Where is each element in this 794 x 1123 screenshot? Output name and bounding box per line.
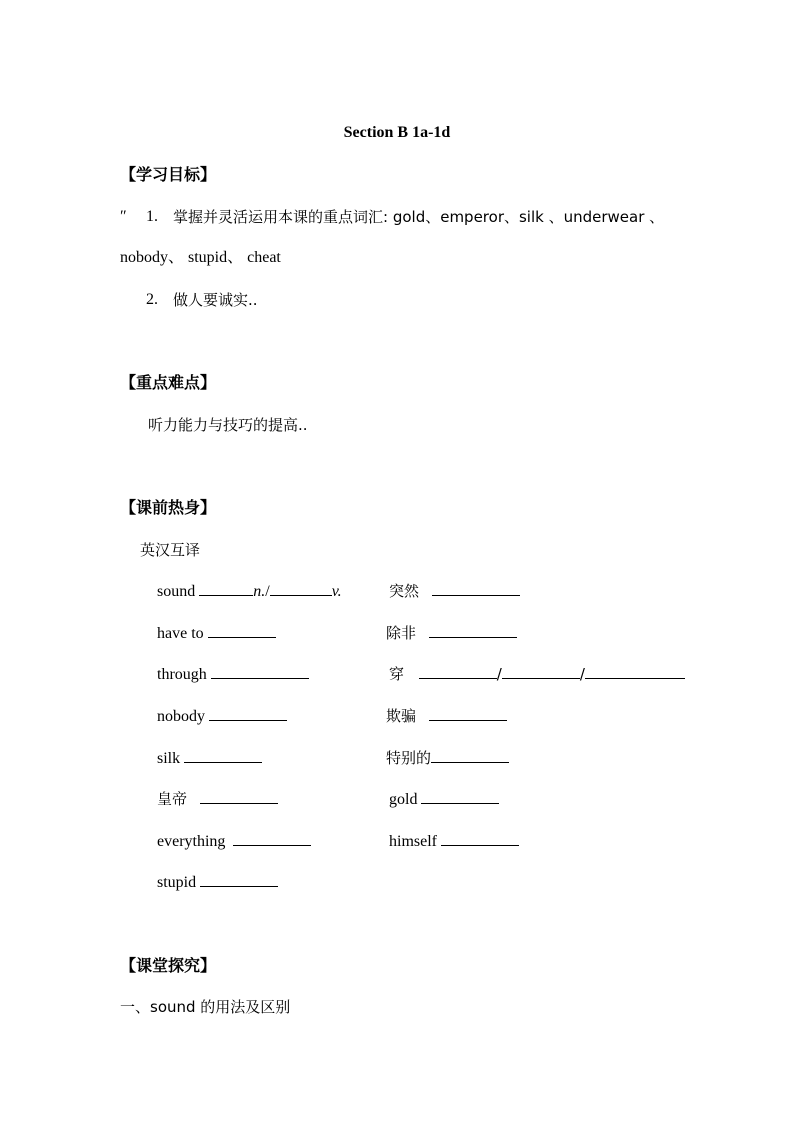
goals-mark: ″ (120, 208, 127, 225)
vocab-right-7 (389, 831, 519, 852)
answer-blank[interactable] (502, 664, 580, 679)
vocab-word: stupid (157, 874, 197, 891)
answer-blank[interactable] (211, 664, 309, 679)
vocab-right-6 (389, 789, 499, 810)
answer-blank[interactable] (233, 831, 311, 846)
vocab-word: everything (157, 833, 226, 850)
vocab-word: gold (389, 791, 418, 808)
vocab-word: have to (157, 625, 204, 642)
answer-blank[interactable] (200, 872, 278, 887)
answer-blank[interactable] (199, 581, 253, 596)
vocab-word: himself (389, 833, 437, 850)
answer-blank[interactable] (184, 748, 262, 763)
goals-heading: 【学习目标】 (120, 165, 217, 184)
vocab-left-5 (157, 748, 262, 769)
goals-item2-number: 2. (146, 291, 158, 308)
vocab-word: 突然 (389, 582, 420, 600)
keypoints-text: 听力能力与技巧的提高.. (148, 416, 308, 434)
separator: / (496, 665, 502, 683)
warmup-heading: 【课前热身】 (120, 498, 217, 517)
part-of-speech: n. (253, 583, 266, 600)
answer-blank[interactable] (585, 664, 685, 679)
answer-blank[interactable] (200, 789, 278, 804)
vocab-right-5 (386, 748, 509, 768)
answer-blank[interactable] (432, 581, 520, 596)
goals-item1-text: 掌握并灵活运用本课的重点词汇: gold、emperor、silk 、underwear 、 (173, 208, 665, 226)
vocab-word: 除非 (386, 624, 417, 642)
vocab-left-2 (157, 623, 276, 644)
vocab-right-2 (386, 623, 517, 643)
vocab-left-6 (157, 789, 278, 809)
part-of-speech: v. (331, 583, 342, 600)
goals-item1-continued: nobody、 stupid、 cheat (120, 249, 281, 266)
vocab-left-3 (157, 664, 309, 685)
vocab-right-4 (386, 706, 507, 726)
vocab-right-1 (389, 581, 520, 601)
answer-blank[interactable] (431, 748, 509, 763)
answer-blank[interactable] (441, 831, 519, 846)
page-title: Section B 1a-1d (343, 124, 451, 141)
explore-item-1: 一、sound 的用法及区别 (120, 998, 291, 1016)
keypoints-heading: 【重点难点】 (120, 373, 217, 392)
vocab-left-8 (157, 872, 278, 893)
answer-blank[interactable] (429, 706, 507, 721)
answer-blank[interactable] (208, 623, 276, 638)
answer-blank[interactable] (419, 664, 497, 679)
goals-item2-text: 做人要诚实.. (173, 291, 258, 309)
vocab-word: silk (157, 750, 181, 767)
vocab-right-3 (389, 664, 685, 684)
answer-blank[interactable] (270, 581, 332, 596)
vocab-word: 欺骗 (386, 707, 417, 725)
vocab-word: nobody (157, 708, 205, 725)
answer-blank[interactable] (429, 623, 517, 638)
explore-heading: 【课堂探究】 (120, 956, 217, 975)
vocab-word: sound (157, 583, 196, 600)
vocab-word: through (157, 666, 207, 683)
vocab-left-1 (157, 581, 342, 602)
vocab-word: 特别的 (386, 749, 432, 767)
separator: / (579, 665, 585, 683)
answer-blank[interactable] (421, 789, 499, 804)
vocab-word: 穿 (389, 665, 405, 683)
vocab-left-4 (157, 706, 287, 727)
answer-blank[interactable] (209, 706, 287, 721)
separator: / (265, 583, 270, 600)
vocab-left-7 (157, 831, 311, 852)
warmup-subheading: 英汉互译 (140, 541, 201, 559)
goals-item1-number: 1. (146, 208, 158, 225)
vocab-word: 皇帝 (157, 790, 188, 808)
